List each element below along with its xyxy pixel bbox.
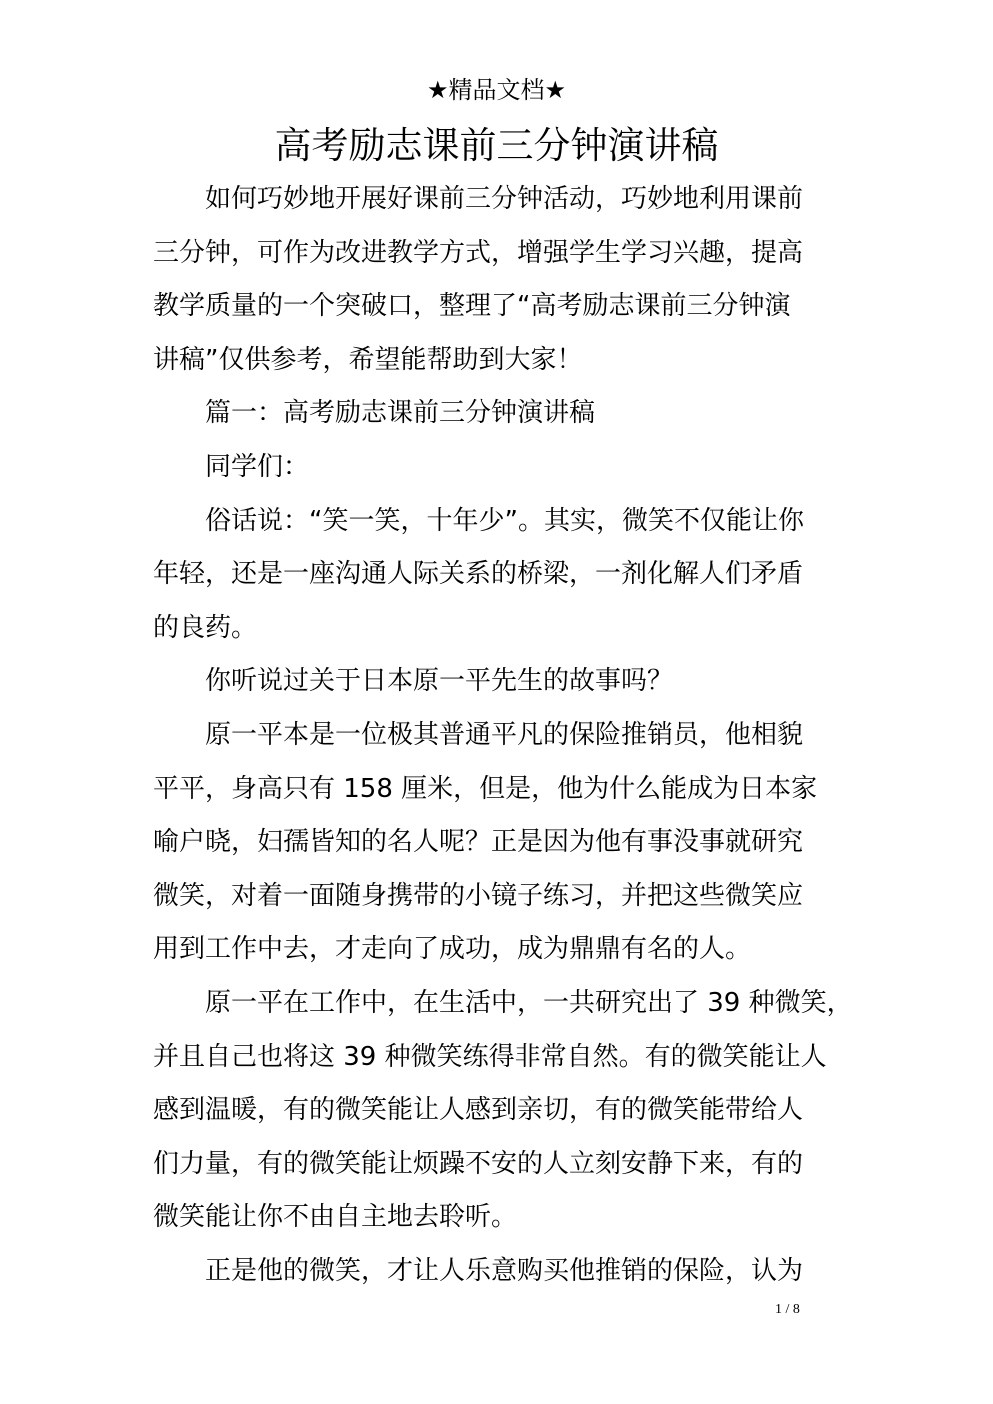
paragraph-line: 三分钟，可作为改进教学方式，增强学生学习兴趣，提高	[153, 237, 804, 268]
paragraph-line: 并且自己也将这 39 种微笑练得非常自然。有的微笑能让人	[153, 1041, 827, 1072]
document-title: 高考励志课前三分钟演讲稿	[274, 124, 719, 167]
salutation: 同学们：	[205, 451, 310, 482]
paragraph-line: 如何巧妙地开展好课前三分钟活动，巧妙地利用课前	[205, 184, 804, 214]
paragraph-line: 年轻，还是一座沟通人际关系的桥梁，一剂化解人们矛盾	[153, 559, 804, 590]
paragraph-line: 讲稿”仅供参考，希望能帮助到大家！	[153, 344, 583, 375]
paragraph-line: 平平，身高只有 158 厘米，但是，他为什么能成为日本家	[153, 773, 818, 804]
paragraph-line: 们力量，有的微笑能让烦躁不安的人立刻安静下来，有的	[153, 1148, 804, 1179]
section-heading: 篇一：高考励志课前三分钟演讲稿	[205, 398, 596, 429]
paragraph-line: 感到温暖，有的微笑能让人感到亲切，有的微笑能带给人	[153, 1095, 804, 1126]
paragraph-line: 原一平在工作中，在生活中，一共研究出了 39 种微笑，	[205, 987, 853, 1018]
paragraph-line: 微笑能让你不由自主地去聆听。	[153, 1202, 518, 1233]
paragraph-line: 正是他的微笑，才让人乐意购买他推销的保险，认为	[205, 1255, 804, 1286]
paragraph-line: 你听说过关于日本原一平先生的故事吗？	[205, 666, 674, 697]
paragraph-line: 的良药。	[153, 612, 258, 643]
paragraph-line: 教学质量的一个突破口，整理了“高考励志课前三分钟演	[153, 291, 791, 322]
document-body	[153, 173, 853, 1298]
paragraph-line: 用到工作中去，才走向了成功，成为鼎鼎有名的人。	[153, 934, 752, 965]
paragraph-line: 俗话说：“笑一笑，十年少”。其实，微笑不仅能让你	[205, 505, 804, 536]
paragraph-line: 原一平本是一位极其普通平凡的保险推销员，他相貌	[205, 719, 804, 750]
page-number: 1 / 8	[775, 1302, 800, 1317]
document-header-banner: ★精品文档★	[426, 76, 567, 104]
paragraph-line: 微笑，对着一面随身携带的小镜子练习，并把这些微笑应	[153, 880, 804, 911]
paragraph-line: 喻户晓，妇孺皆知的名人呢？正是因为他有事没事就研究	[153, 827, 804, 858]
